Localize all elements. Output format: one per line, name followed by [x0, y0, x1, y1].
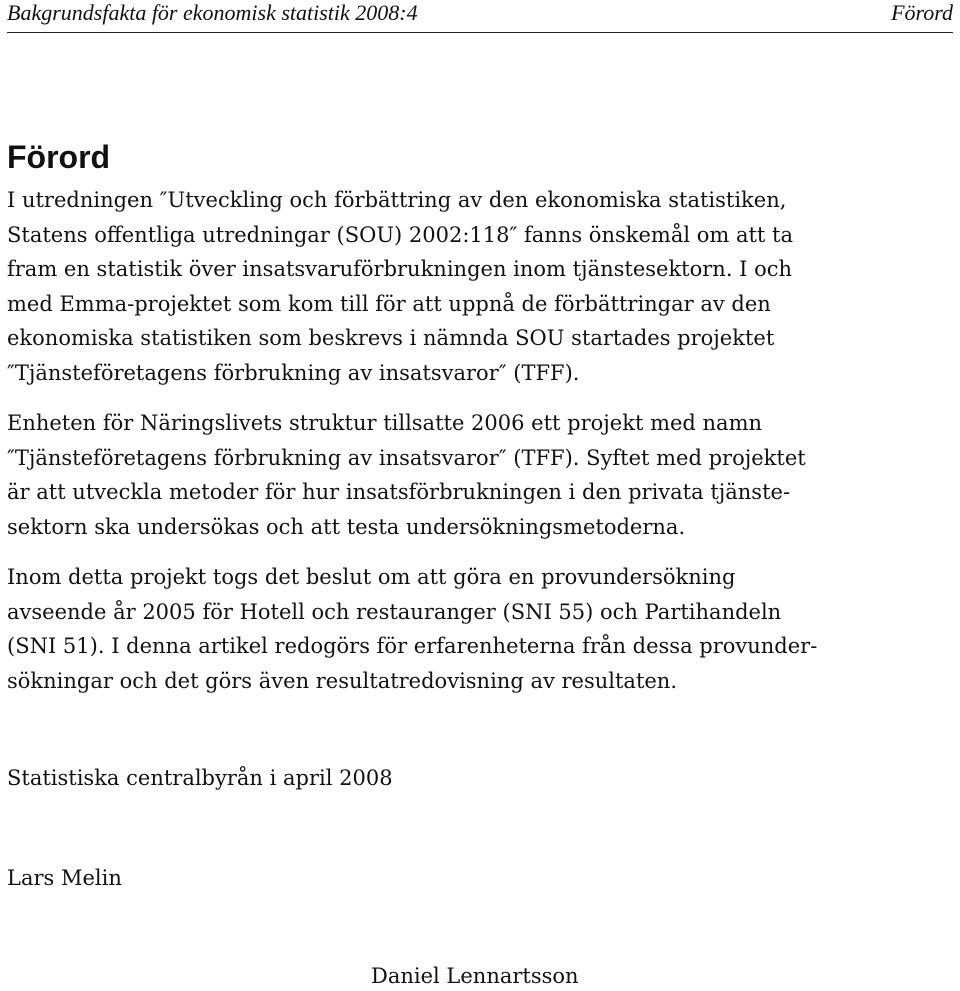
signatory-1: Lars Melin	[7, 866, 122, 890]
paragraph-3: Inom detta projekt togs det beslut om att göra en provundersökning avseende år 2005 för Hotell och restauranger (SNI 55) och Partihandeln (SNI 51). I denna artikel redogörs för erfarenheterna från dessa provunder- sökningar och det görs även resultatredovisning av resultaten.	[7, 565, 818, 693]
publication-title: Bakgrundsfakta för ekonomisk statistik 2008:4	[7, 0, 418, 25]
page-title: Förord	[7, 139, 111, 175]
place-date: Statistiska centralbyrån i april 2008	[7, 766, 393, 790]
section-name: Förord	[891, 0, 953, 25]
running-header	[7, 0, 953, 33]
paragraph-1: I utredningen ″Utveckling och förbättring av den ekonomiska statistiken, Statens offentliga utredningar (SOU) 2002:118″ fanns önskemål om att ta fram en statistik över insatsvaruförbrukningen inom tjänstesektorn. I och med Emma-projektet som kom till för att uppnå de förbättringar av den ekonomiska statistiken som beskrevs i nämnda SOU startades projektet ″Tjänsteföretagens förbrukning av insatsvaror″ (TFF).	[7, 188, 793, 385]
signatory-2: Daniel Lennartsson	[371, 964, 579, 988]
paragraph-2: Enheten för Näringslivets struktur tillsatte 2006 ett projekt med namn ″Tjänsteföretagens förbrukning av insatsvaror″ (TFF). Syftet med projektet är att utveckla metoder för hur insatsförbrukningen i den privata tjänste- sektorn ska undersökas och att testa undersökningsmetoderna.	[7, 411, 806, 539]
